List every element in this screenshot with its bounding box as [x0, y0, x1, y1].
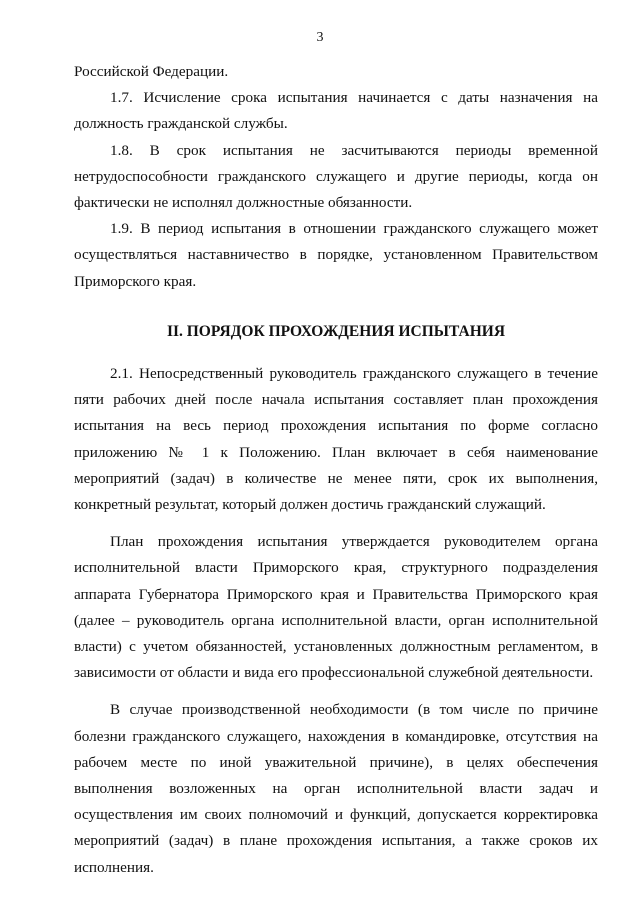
page-number: 3	[316, 30, 324, 45]
paragraph-1-7: 1.7. Исчисление срока испытания начинается с даты назначения на должность гражданской службы.	[74, 89, 598, 133]
paragraph-continuation: Российской Федерации.	[74, 63, 229, 80]
section-heading: II. ПОРЯДОК ПРОХОЖДЕНИЯ ИСПЫТАНИЯ	[166, 322, 506, 340]
paragraph-2-1: 2.1. Непосредственный руководитель гражданского служащего в течение пяти рабочих дней после начала испытания составляет план прохождения испытания на весь период прохождения испытания по форме согласно приложению № 1 к Положению. План включает в себя наименование мероприятий (задач) в количестве не менее пяти, срок их выполнения, конкретный результат, который должен достичь гражданский служащий.	[74, 365, 598, 514]
paragraph-plan-approval: План прохождения испытания утверждается руководителем органа исполнительной власти Приморского края, структурного подразделения аппарата Губернатора Приморского края и Правительства Приморского края (далее – руководитель органа исполнительной власти, орган исполнительной власти) с учетом обязанностей, установленных должностным регламентом, в зависимости от области и вида его профессиональной служебной деятельности.	[74, 533, 598, 682]
document-body	[74, 59, 598, 881]
paragraph-1-9: 1.9. В период испытания в отношении гражданского служащего может осуществляться наставничество в порядке, установленном Правительством Приморского края.	[74, 220, 598, 290]
paragraph-plan-correction: В случае производственной необходимости (в том числе по причине болезни гражданского служащего, нахождения в командировке, отсутствия на рабочем месте по иной уважительной причине), в целях обеспечения выполнения возложенных на орган исполнительной власти задач и осуществления им своих полномочий и функций, допускается корректировка мероприятий (задач) в плане прохождения испытания, а также сроков их исполнения.	[74, 701, 598, 876]
paragraph-1-8: 1.8. В срок испытания не засчитываются периоды временной нетрудоспособности гражданского служащего и другие периоды, когда он фактически не исполнял должностные обязанности.	[74, 141, 598, 212]
